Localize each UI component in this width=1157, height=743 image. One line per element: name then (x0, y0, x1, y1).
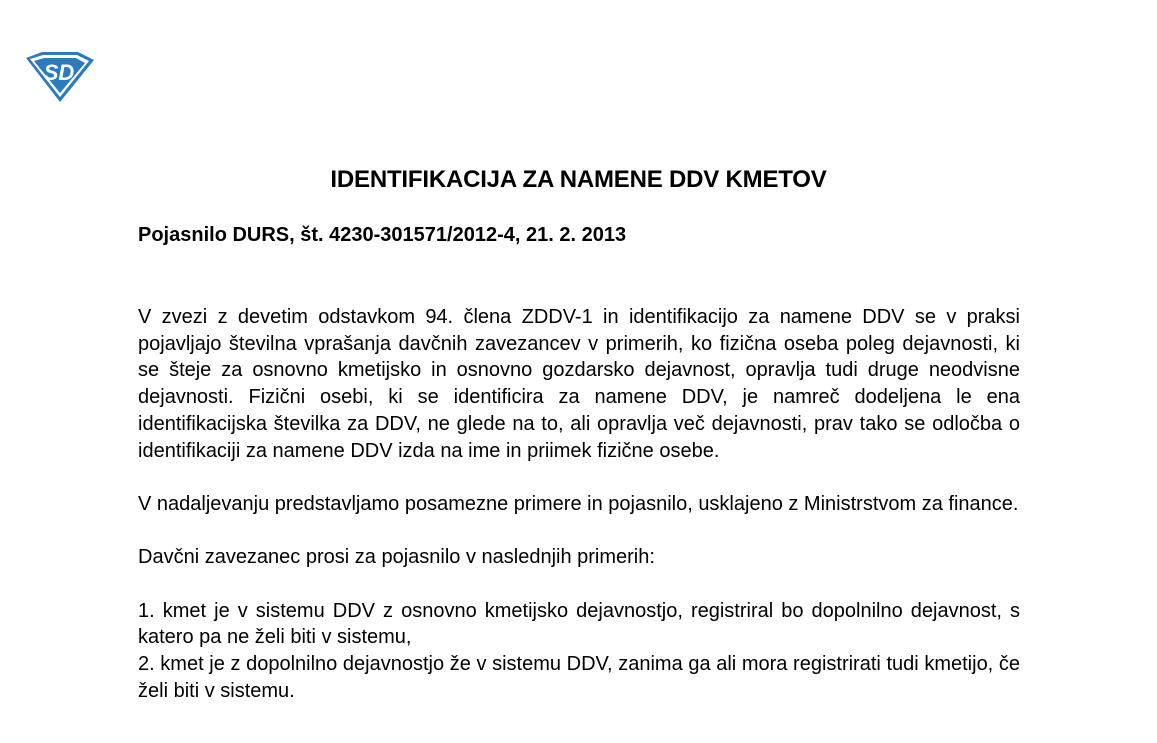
paragraph: V zvezi z devetim odstavkom 94. člena ZDDV-1 in identifikacijo za namene DDV se v praksi pojavljajo številna vprašanja davčnih zavezancev v primerih, ko fizična oseba poleg dejavnosti, ki se šteje za osnovno kmetijsko in osnovno gozdarsko dejavnost, opravlja tudi druge neodvisne dejavnosti. Fizični osebi, ki se identificira za namene DDV, je namreč dodeljena le ena identifikacijska številka za DDV, ne glede na to, ali opravlja več dejavnosti, prav tako se odločba o identifikaciji za namene DDV izda na ime in priimek fizične osebe. (138, 306, 1020, 462)
shield-logo-icon (22, 50, 96, 104)
paragraph: Davčni zavezanec prosi za pojasnilo v naslednjih primerih: (138, 546, 655, 569)
document-title: IDENTIFIKACIJA ZA NAMENE DDV KMETOV (330, 166, 827, 193)
logo-text: SD (43, 60, 75, 85)
paragraph: V nadaljevanju predstavljamo posamezne primere in pojasnilo, usklajeno z Ministrstvom za finance. (138, 492, 1019, 515)
list-item: 1. kmet je v sistemu DDV z osnovno kmetijsko dejavnostjo, registriral bo dopolnilno dejavnost, s katero pa ne želi biti v sistemu, (138, 599, 1020, 649)
list-item: 2. kmet je z dopolnilno dejavnostjo že v sistemu DDV, zanima ga ali mora registrirati tudi kmetijo, če želi biti v sistemu. (138, 653, 1020, 702)
document-body (138, 304, 1020, 705)
logo (22, 50, 96, 104)
document-subtitle: Pojasnilo DURS, št. 4230-301571/2012-4, 21. 2. 2013 (138, 224, 627, 246)
